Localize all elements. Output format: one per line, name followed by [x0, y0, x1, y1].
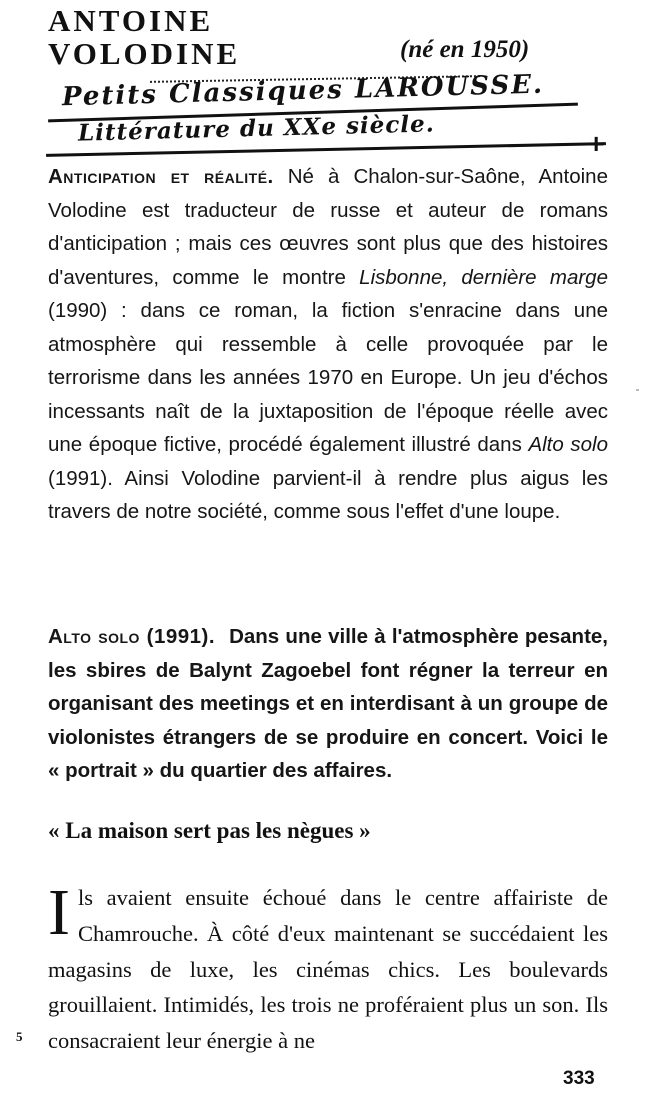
excerpt-paragraph [48, 876, 608, 1059]
intro-heading: Anticipation et réalité. [48, 165, 274, 188]
alto-solo-heading: Alto solo (1991). [48, 625, 216, 648]
intro-text-3: (1991). Ainsi Volodine parvient-il à rendre plus aigus les travers de notre société, comme sous l'effet d'une loupe. [48, 466, 608, 523]
page-number: 333 [563, 1068, 595, 1089]
excerpt-text: ls avaient ensuite échoué dans le centre affairiste de Chamrouche. À côté d'eux maintenant se succédaient les magasins de luxe, les cinémas chics. Les boulevards grouillaient. Intimidés, les trois ne proféraient plus un son. Ils consacraient leur énergie à ne [48, 885, 608, 1054]
intro-text-2: (1990) : dans ce roman, la fiction s'enracine dans une atmosphère qui ressemble à celle provoquée par le terrorisme dans les années 1970 en Europe. Un jeu d'échos incessants naît de la juxtaposition de l'époque réelle avec une époque fictive, procédé également illustré dans [48, 299, 608, 456]
alto-solo-paragraph [48, 620, 608, 788]
intro-text-1: Né à Chalon-sur-Saône, Antoine Volodine est traducteur de russe et auteur de romans d'anticipation ; mais ces œuvres sont plus que des histoires d'aventures, comme le montre [48, 165, 608, 289]
handwritten-annotation-2: Littérature du XXe siècle. [77, 110, 436, 147]
intro-paragraph [48, 160, 608, 529]
handwritten-annotation-1: Petits Classiques LAROUSSE. [61, 69, 545, 113]
author-first-name: ANTOINE [48, 3, 214, 38]
birth-year: (né en 1950) [400, 36, 530, 63]
intro-title-alto-solo: Alto solo [528, 433, 608, 456]
alto-solo-text: Dans une ville à l'atmosphère pesante, les sbires de Balynt Zagoebel font régner la terreur en organisant des meetings et en interdisant à un groupe de violonistes étrangers de se produire en concert. Voici le « portrait » du quartier des affaires. [48, 625, 608, 782]
drop-cap: I [48, 876, 70, 949]
handwritten-mark: + [588, 128, 605, 159]
line-number: 5 [16, 1029, 23, 1044]
author-last-name: VOLODINE [48, 36, 241, 71]
author-name [48, 4, 240, 70]
margin-speck [636, 389, 639, 391]
intro-title-lisbonne: Lisbonne, dernière marge [359, 265, 608, 289]
excerpt-title: « La maison sert pas les nègues » [48, 818, 371, 843]
